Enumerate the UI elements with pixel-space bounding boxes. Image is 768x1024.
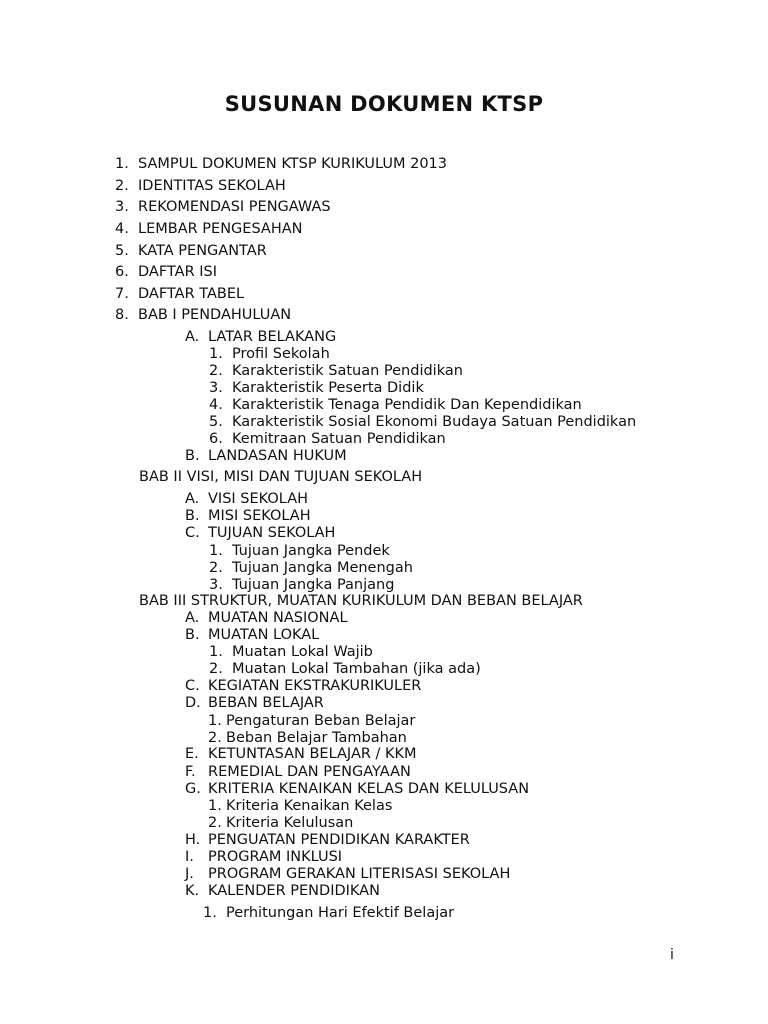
list-marker: D. — [185, 695, 201, 711]
page-title: SUSUNAN DOKUMEN KTSP — [224, 92, 544, 116]
list-item-text: LEMBAR PENGESAHAN — [138, 221, 303, 237]
list-marker: 2. — [209, 363, 223, 379]
sub-item — [209, 643, 373, 661]
sub-item — [209, 559, 413, 577]
list-item — [115, 263, 217, 281]
sub-item-text: Beban Belajar Tambahan — [226, 730, 407, 746]
list-item-text: IDENTITAS SEKOLAH — [138, 178, 286, 194]
sub-item-text: Kriteria Kelulusan — [226, 815, 354, 831]
sub-item-text: Karakteristik Peserta Didik — [232, 380, 424, 396]
section-item — [185, 780, 529, 798]
section-item — [185, 328, 336, 346]
list-marker: A. — [185, 491, 200, 507]
list-marker: 1. — [209, 346, 223, 362]
sub-item-text: Tujuan Jangka Panjang — [232, 577, 395, 593]
list-marker: 1. — [115, 156, 129, 172]
section-item-text: PROGRAM INKLUSI — [208, 849, 343, 865]
list-marker: 2. — [209, 661, 223, 677]
list-item — [115, 198, 331, 216]
sub-item-text: Muatan Lokal Tambahan (jika ada) — [232, 661, 481, 677]
list-item-text: SAMPUL DOKUMEN KTSP KURIKULUM 2013 — [138, 156, 447, 172]
list-marker: J. — [185, 866, 194, 882]
section-item-text: KALENDER PENDIDIKAN — [208, 883, 380, 899]
section-item-text: LATAR BELAKANG — [208, 329, 337, 345]
list-marker: A. — [185, 610, 200, 626]
chapter-heading: BAB III STRUKTUR, MUATAN KURIKULUM DAN BEBAN BELAJAR — [139, 593, 583, 609]
section-item — [185, 831, 470, 849]
list-item-text: DAFTAR TABEL — [138, 286, 245, 302]
sub-item — [203, 904, 454, 922]
section-item-text: PENGUATAN PENDIDIKAN KARAKTER — [208, 832, 470, 848]
section-item-text: KEGIATAN EKSTRAKURIKULER — [208, 678, 422, 694]
sub-item-text: Tujuan Jangka Menengah — [232, 560, 413, 576]
list-item-text: REKOMENDASI PENGAWAS — [138, 199, 331, 215]
list-marker: 5. — [209, 414, 223, 430]
section-item-text: PROGRAM GERAKAN LITERISASI SEKOLAH — [208, 866, 511, 882]
section-item-text: KETUNTASAN BELAJAR / KKM — [208, 746, 417, 762]
section-item — [185, 507, 311, 525]
section-item-text: MUATAN NASIONAL — [208, 610, 348, 626]
list-marker: 3. — [209, 577, 223, 593]
section-item-text: MISI SEKOLAH — [208, 508, 311, 524]
section-item — [185, 677, 421, 695]
list-item-text: KATA PENGANTAR — [138, 243, 267, 259]
sub-item-text: Muatan Lokal Wajib — [232, 644, 373, 660]
list-marker: 2. — [209, 560, 223, 576]
list-marker: 3. — [209, 380, 223, 396]
sub-item — [208, 814, 353, 832]
sub-item-text: Karakteristik Sosial Ekonomi Budaya Satuan Pendidikan — [232, 414, 637, 430]
list-item — [115, 306, 291, 324]
section-item-text: REMEDIAL DAN PENGAYAAN — [208, 764, 411, 780]
list-marker: 8. — [115, 307, 129, 323]
section-item — [185, 745, 417, 763]
section-item — [185, 524, 335, 542]
list-marker: 2. — [115, 178, 129, 194]
list-item — [115, 220, 303, 238]
list-marker: G. — [185, 781, 201, 797]
sub-item-text: Kriteria Kenaikan Kelas — [226, 798, 393, 814]
list-marker: B. — [185, 508, 200, 524]
sub-item — [209, 660, 481, 678]
sub-item-text: Tujuan Jangka Pendek — [232, 543, 390, 559]
sub-item — [209, 430, 446, 448]
list-marker: 4. — [209, 397, 223, 413]
section-item-text: BEBAN BELAJAR — [208, 695, 324, 711]
sub-item-text: Pengaturan Beban Belajar — [226, 713, 416, 729]
list-marker: 4. — [115, 221, 129, 237]
list-marker: 1. — [203, 905, 217, 921]
sub-item — [209, 413, 636, 431]
list-marker: E. — [185, 746, 199, 762]
section-item-text: KRITERIA KENAIKAN KELAS DAN KELULUSAN — [208, 781, 530, 797]
list-marker: B. — [185, 627, 200, 643]
sub-item-text: Karakteristik Satuan Pendidikan — [232, 363, 463, 379]
section-item — [185, 609, 348, 627]
section-item — [185, 447, 347, 465]
section-item-text: VISI SEKOLAH — [208, 491, 309, 507]
sub-item — [209, 345, 330, 363]
sub-item — [209, 396, 582, 414]
page-number: i — [670, 947, 674, 963]
section-item — [185, 865, 510, 883]
list-marker: 2. — [208, 815, 222, 831]
list-item — [115, 155, 447, 173]
list-marker: 1. — [209, 644, 223, 660]
sub-item — [209, 362, 463, 380]
list-item-text: DAFTAR ISI — [138, 264, 218, 280]
chapter-heading: BAB II VISI, MISI DAN TUJUAN SEKOLAH — [139, 469, 423, 485]
sub-item — [208, 712, 415, 730]
list-marker: 3. — [115, 199, 129, 215]
list-item — [115, 242, 267, 260]
section-item — [185, 490, 308, 508]
list-marker: C. — [185, 525, 200, 541]
list-marker: 5. — [115, 243, 129, 259]
list-marker: 1. — [208, 713, 222, 729]
list-marker: F. — [185, 764, 196, 780]
section-item — [185, 626, 319, 644]
list-marker: 6. — [115, 264, 129, 280]
list-item-text: BAB I PENDAHULUAN — [138, 307, 292, 323]
sub-item — [209, 379, 424, 397]
list-marker: I. — [185, 849, 194, 865]
list-marker: K. — [185, 883, 200, 899]
section-item-text: LANDASAN HUKUM — [208, 448, 347, 464]
list-marker: 1. — [208, 798, 222, 814]
list-marker: 2. — [208, 730, 222, 746]
section-item — [185, 848, 342, 866]
list-item — [115, 285, 244, 303]
section-item — [185, 694, 324, 712]
list-marker: 1. — [209, 543, 223, 559]
list-item — [115, 177, 286, 195]
sub-item — [209, 542, 390, 560]
section-item-text: MUATAN LOKAL — [208, 627, 320, 643]
sub-item — [208, 797, 392, 815]
section-item-text: TUJUAN SEKOLAH — [208, 525, 336, 541]
list-marker: 6. — [209, 431, 223, 447]
sub-item-text: Kemitraan Satuan Pendidikan — [232, 431, 446, 447]
section-item — [185, 763, 411, 781]
list-marker: C. — [185, 678, 200, 694]
sub-item-text: Perhitungan Hari Efektif Belajar — [226, 905, 455, 921]
list-marker: H. — [185, 832, 201, 848]
section-item — [185, 882, 380, 900]
list-marker: B. — [185, 448, 200, 464]
list-marker: A. — [185, 329, 200, 345]
sub-item-text: Karakteristik Tenaga Pendidik Dan Kependidikan — [232, 397, 582, 413]
list-marker: 7. — [115, 286, 129, 302]
sub-item-text: Profil Sekolah — [232, 346, 330, 362]
